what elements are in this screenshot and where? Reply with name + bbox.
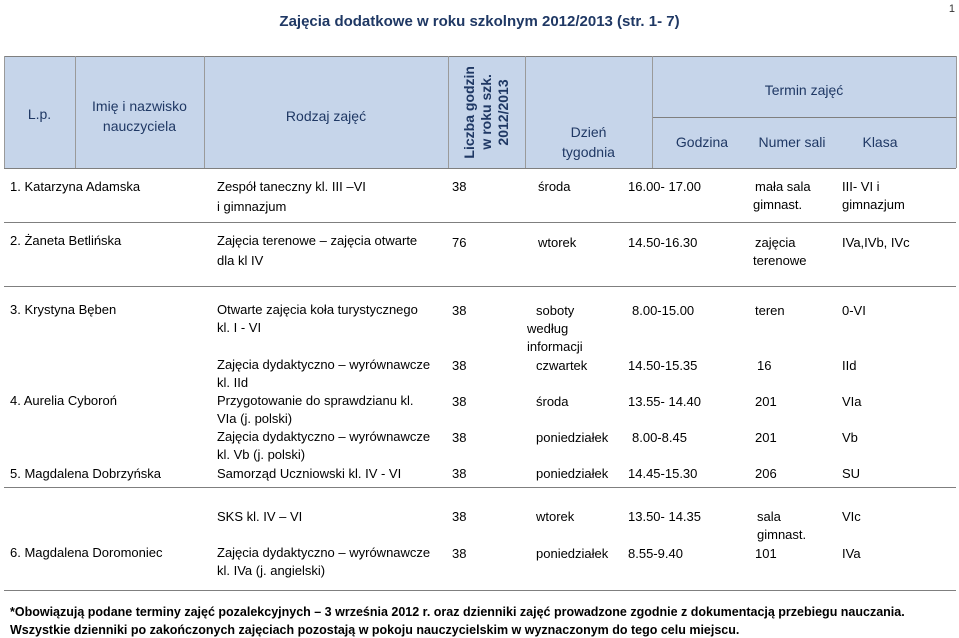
header-hours [448,58,525,166]
time-value: 16.00- 17.00 [628,179,702,194]
class-value: IId [842,358,857,373]
header-hours-text [461,66,512,159]
room-value: 201 [755,394,777,409]
header-hours-line: Liczba godzin [461,65,477,159]
header-term: Termin zajęć [764,82,844,98]
header-top-border [4,56,956,57]
activity-name: Zajęcia terenowe – zajęcia otwarte [217,233,418,248]
time-value: 14.45-15.30 [628,466,698,481]
page-title: Zajęcia dodatkowe w roku szkolnym 2012/2013 (str. 1- 7) [279,13,680,30]
activity-name: Zajęcia dydaktyczno – wyrównawcze [217,429,431,444]
header-teacher [75,96,204,136]
term-subheader-divider [652,117,956,118]
header-teacher-line: nauczyciela [102,118,177,134]
activity-name: SKS kl. IV – VI [217,509,303,524]
room-value: 101 [755,546,777,561]
activity-name: Zespół taneczny kl. III –VI [217,179,366,194]
class-value: IVa,IVb, IVc [842,235,910,250]
activity-name-cont: kl. IId [217,375,249,390]
time-value: 14.50-16.30 [628,235,698,250]
day-value: poniedziałek [536,430,609,445]
room-value: 201 [755,430,777,445]
class-value: SU [842,466,861,481]
teacher-name: 4. Aurelia Cyboroń [10,393,117,408]
class-value: VIc [842,509,861,524]
page-number: 1 [948,3,955,15]
activity-name: Zajęcia dydaktyczno – wyrównawcze [217,545,431,560]
room-value: sala [757,509,781,524]
header-activity: Rodzaj zajęć [285,108,367,124]
activity-name-cont: VIa (j. polski) [217,411,293,426]
time-value: 8.55-9.40 [628,546,683,561]
time-value: 8.00-15.00 [632,303,695,318]
day-value: wtorek [536,509,575,524]
header-day-line: tygodnia [562,144,615,160]
hours-value: 38 [452,303,467,318]
header-room: Numer sali [758,134,826,150]
hours-value: 38 [452,509,467,524]
day-value: czwartek [536,358,588,373]
hours-value: 38 [452,358,467,373]
day-value: poniedziałek [536,546,609,561]
class-value: III- VI i [842,179,880,194]
header-class: Klasa [862,134,898,150]
hours-value: 38 [452,179,467,194]
row-divider [4,222,956,223]
row-divider [4,286,956,287]
hours-value: 38 [452,430,467,445]
row-divider [4,590,956,591]
activity-name-cont: kl. Vb (j. polski) [217,447,306,462]
time-value: 8.00-8.45 [632,430,687,445]
activity-name: Otwarte zajęcia koła turystycznego [217,302,418,317]
teacher-name: 3. Krystyna Bęben [10,302,117,317]
room-value-cont: terenowe [753,253,807,268]
row-divider [4,487,956,488]
class-value: 0-VI [842,303,866,318]
class-value: VIa [842,394,862,409]
time-value: 13.55- 14.40 [628,394,702,409]
day-value: środa [536,394,569,409]
class-value: IVa [842,546,861,561]
room-value: 16 [757,358,772,373]
footer-note: Wszystkie dzienniki po zakończonych zajęciach pozostają w pokoju nauczycielskim w wyznaczonym do tego celu miejscu. [10,623,740,637]
activity-name: Zajęcia dydaktyczno – wyrównawcze [217,357,431,372]
room-value: mała sala [755,179,811,194]
footer-note: *Obowiązują podane terminy zajęć pozalekcyjnych – 3 września 2012 r. oraz dzienniki zajęć prowadzone zgodnie z dokumentacją przebiegu nauczania. [10,605,905,619]
class-value: Vb [842,430,858,445]
time-value: 13.50- 14.35 [628,509,702,524]
day-value: środa [538,179,571,194]
day-value-cont: informacji [527,339,583,354]
teacher-name: 5. Magdalena Dobrzyńska [10,466,162,481]
hours-value: 38 [452,394,467,409]
room-value-cont: gimnast. [757,527,807,542]
teacher-name: 6. Magdalena Doromoniec [10,545,163,560]
col-divider [956,56,957,168]
activity-name-cont: kl. IVa (j. angielski) [217,563,326,578]
header-day [525,122,652,162]
activity-name-cont: dla kl IV [217,253,264,268]
day-value: wtorek [538,235,577,250]
header-teacher-line: Imię i nazwisko [92,98,187,114]
header-day-line: Dzień [570,124,607,140]
header-time: Godzina [675,134,729,150]
day-value: soboty [536,303,575,318]
header-hours-line: w roku szk. [478,74,494,150]
room-value-cont: gimnast. [753,197,803,212]
activity-name-cont: i gimnazjum [217,199,287,214]
activity-name: Przygotowanie do sprawdzianu kl. [217,393,414,408]
day-value-cont: według [527,321,569,336]
activity-name: Samorząd Uczniowski kl. IV - VI [217,466,402,481]
hours-value: 76 [452,235,467,250]
hours-value: 38 [452,546,467,561]
time-value: 14.50-15.35 [628,358,698,373]
room-value: 206 [755,466,777,481]
teacher-name: 2. Żaneta Betlińska [10,233,122,248]
header-bottom-border [4,168,956,169]
day-value: poniedziałek [536,466,609,481]
hours-value: 38 [452,466,467,481]
teacher-name: 1. Katarzyna Adamska [10,179,141,194]
room-value: teren [755,303,785,318]
room-value: zajęcia [755,235,796,250]
header-hours-line: 2012/2013 [495,78,511,146]
class-value-cont: gimnazjum [842,197,905,212]
activity-name-cont: kl. I - VI [217,320,262,335]
header-lp: L.p. [27,106,52,122]
